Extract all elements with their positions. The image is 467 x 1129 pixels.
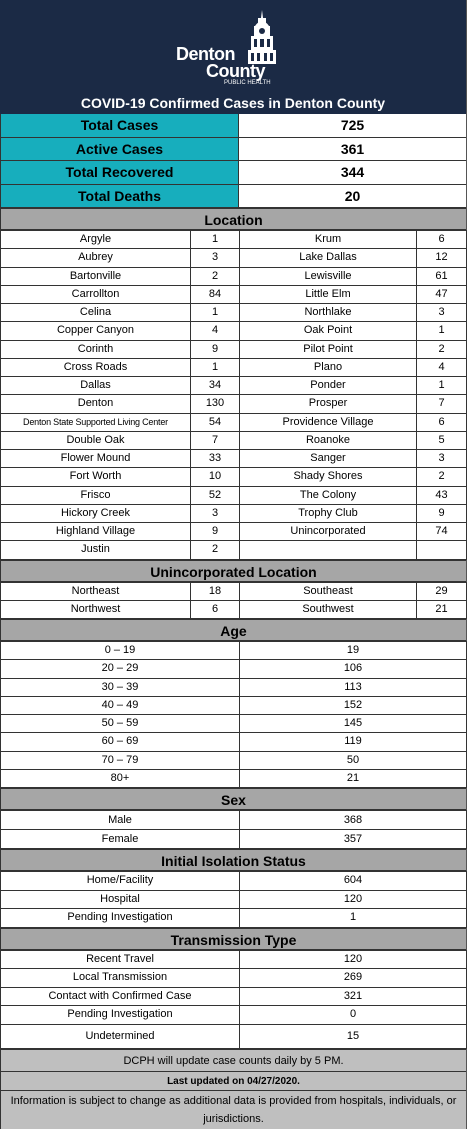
table-cell: Fort Worth xyxy=(1,468,191,486)
table-row xyxy=(1,660,467,678)
summary-label: Total Cases xyxy=(0,114,239,137)
table-cell: Providence Village xyxy=(240,413,417,431)
table-cell: Aubrey xyxy=(1,249,191,267)
table-row xyxy=(1,987,467,1006)
table-cell: Local Transmission xyxy=(1,969,240,988)
table-cell: 6 xyxy=(191,600,240,618)
table-row xyxy=(1,504,467,522)
isolation-heading: Initial Isolation Status xyxy=(0,849,466,871)
update-note: DCPH will update case counts daily by 5 PM. xyxy=(0,1049,466,1071)
summary-value: 344 xyxy=(239,161,466,184)
table-row xyxy=(1,450,467,468)
table-cell: 6 xyxy=(417,413,467,431)
table-cell: 120 xyxy=(240,950,467,969)
table-cell: 130 xyxy=(191,395,240,413)
table-cell: 18 xyxy=(191,582,240,600)
table-cell: Trophy Club xyxy=(240,504,417,522)
table-cell: Unincorporated xyxy=(240,523,417,541)
logo-line1: Denton xyxy=(176,44,235,64)
table-cell: 54 xyxy=(191,413,240,431)
table-cell: 21 xyxy=(417,600,467,618)
table-cell: Plano xyxy=(240,358,417,376)
table-row xyxy=(1,678,467,696)
table-cell: 70 – 79 xyxy=(1,751,240,769)
table-cell: Home/Facility xyxy=(1,872,240,891)
table-cell: 119 xyxy=(240,733,467,751)
table-cell: Corinth xyxy=(1,340,191,358)
table-cell: 10 xyxy=(191,468,240,486)
table-cell: 47 xyxy=(417,285,467,303)
table-cell: 357 xyxy=(240,830,467,849)
summary-row xyxy=(0,161,466,185)
table-cell: 5 xyxy=(417,431,467,449)
table-cell: 9 xyxy=(417,504,467,522)
unincorporated-table xyxy=(0,582,467,620)
table-row xyxy=(1,231,467,249)
table-cell: Southwest xyxy=(240,600,417,618)
table-row xyxy=(1,733,467,751)
table-row xyxy=(1,582,467,600)
table-cell: 1 xyxy=(417,377,467,395)
table-row xyxy=(1,377,467,395)
table-cell: Northeast xyxy=(1,582,191,600)
table-cell: 6 xyxy=(417,231,467,249)
transmission-heading: Transmission Type xyxy=(0,928,466,950)
table-cell: 1 xyxy=(417,322,467,340)
location-table xyxy=(0,230,467,560)
table-cell: 3 xyxy=(417,450,467,468)
report-header xyxy=(0,0,466,114)
table-cell: Hickory Creek xyxy=(1,504,191,522)
table-cell: Pending Investigation xyxy=(1,909,240,928)
table-cell xyxy=(417,541,467,559)
table-row xyxy=(1,267,467,285)
table-row xyxy=(1,358,467,376)
last-updated: Last updated on 04/27/2020. xyxy=(0,1071,466,1090)
table-cell: 34 xyxy=(191,377,240,395)
table-cell: Denton State Supported Living Center xyxy=(1,413,191,431)
table-row xyxy=(1,830,467,849)
table-cell: Contact with Confirmed Case xyxy=(1,987,240,1006)
table-row xyxy=(1,769,467,787)
table-cell: 4 xyxy=(191,322,240,340)
table-cell: 30 – 39 xyxy=(1,678,240,696)
table-cell: Northwest xyxy=(1,600,191,618)
table-row xyxy=(1,468,467,486)
location-heading: Location xyxy=(0,208,466,230)
table-cell: 1 xyxy=(240,909,467,928)
table-cell: Ponder xyxy=(240,377,417,395)
table-row xyxy=(1,541,467,559)
table-cell: 2 xyxy=(191,267,240,285)
report-title: COVID-19 Confirmed Cases in Denton County xyxy=(80,95,386,111)
table-cell: 43 xyxy=(417,486,467,504)
table-cell: Northlake xyxy=(240,304,417,322)
table-cell: 80+ xyxy=(1,769,240,787)
table-row xyxy=(1,340,467,358)
table-cell: Dallas xyxy=(1,377,191,395)
table-cell: Frisco xyxy=(1,486,191,504)
table-cell: 1 xyxy=(191,231,240,249)
table-cell: 50 xyxy=(240,751,467,769)
summary-label: Active Cases xyxy=(0,138,239,161)
table-cell: Bartonville xyxy=(1,267,191,285)
table-row xyxy=(1,715,467,733)
table-cell: 321 xyxy=(240,987,467,1006)
summary-label: Total Recovered xyxy=(0,161,239,184)
table-row xyxy=(1,523,467,541)
table-row xyxy=(1,890,467,909)
table-cell: Prosper xyxy=(240,395,417,413)
summary-row xyxy=(0,138,466,162)
table-cell: Male xyxy=(1,811,240,830)
table-row xyxy=(1,304,467,322)
table-cell: The Colony xyxy=(240,486,417,504)
table-row xyxy=(1,909,467,928)
table-row xyxy=(1,751,467,769)
table-cell: 9 xyxy=(191,523,240,541)
logo-line2: County xyxy=(206,61,265,81)
table-cell: 7 xyxy=(417,395,467,413)
table-cell: Pilot Point xyxy=(240,340,417,358)
table-cell: 152 xyxy=(240,696,467,714)
table-cell: 604 xyxy=(240,872,467,891)
table-row xyxy=(1,811,467,830)
denton-county-logo xyxy=(0,8,466,88)
table-cell: Copper Canyon xyxy=(1,322,191,340)
summary-value: 361 xyxy=(239,138,466,161)
table-cell: 19 xyxy=(240,642,467,660)
table-cell: 84 xyxy=(191,285,240,303)
table-cell: Justin xyxy=(1,541,191,559)
age-table xyxy=(0,641,467,788)
table-row xyxy=(1,642,467,660)
age-heading: Age xyxy=(0,619,466,641)
table-row xyxy=(1,600,467,618)
table-cell: Roanoke xyxy=(240,431,417,449)
summary-label: Total Deaths xyxy=(0,185,239,208)
sex-table xyxy=(0,810,467,849)
summary-value: 20 xyxy=(239,185,466,208)
table-cell: Pending Investigation xyxy=(1,1006,240,1025)
table-cell: 52 xyxy=(191,486,240,504)
table-cell: 12 xyxy=(417,249,467,267)
summary-block xyxy=(0,114,466,208)
table-cell: Krum xyxy=(240,231,417,249)
table-cell: Lake Dallas xyxy=(240,249,417,267)
table-cell: Argyle xyxy=(1,231,191,249)
table-cell: 3 xyxy=(417,304,467,322)
table-cell: 61 xyxy=(417,267,467,285)
summary-row xyxy=(0,114,466,138)
table-cell: Shady Shores xyxy=(240,468,417,486)
table-cell: 0 – 19 xyxy=(1,642,240,660)
table-cell: Lewisville xyxy=(240,267,417,285)
table-cell: 20 – 29 xyxy=(1,660,240,678)
table-cell: 40 – 49 xyxy=(1,696,240,714)
transmission-table xyxy=(0,950,467,1049)
logo-line3: PUBLIC HEALTH xyxy=(224,80,271,86)
table-cell: 113 xyxy=(240,678,467,696)
table-row xyxy=(1,395,467,413)
table-cell: 2 xyxy=(417,340,467,358)
table-cell: Flower Mound xyxy=(1,450,191,468)
table-row xyxy=(1,872,467,891)
table-cell xyxy=(240,541,417,559)
table-cell: 9 xyxy=(191,340,240,358)
table-cell: 3 xyxy=(191,249,240,267)
summary-value: 725 xyxy=(239,114,466,137)
table-cell: Highland Village xyxy=(1,523,191,541)
table-cell: 33 xyxy=(191,450,240,468)
isolation-table xyxy=(0,871,467,928)
table-cell: 15 xyxy=(240,1024,467,1048)
unincorporated-heading: Unincorporated Location xyxy=(0,560,466,582)
sex-heading: Sex xyxy=(0,788,466,810)
table-row xyxy=(1,486,467,504)
table-cell: 145 xyxy=(240,715,467,733)
table-cell: 60 – 69 xyxy=(1,733,240,751)
table-row xyxy=(1,249,467,267)
table-cell: Carrollton xyxy=(1,285,191,303)
summary-row xyxy=(0,185,466,209)
table-row xyxy=(1,285,467,303)
disclaimer: Information is subject to change as additional data is provided from hospitals, individuals, or jurisdictions. xyxy=(0,1090,466,1129)
table-cell: 50 – 59 xyxy=(1,715,240,733)
table-cell: Undetermined xyxy=(1,1024,240,1048)
table-cell: 2 xyxy=(417,468,467,486)
table-cell: 120 xyxy=(240,890,467,909)
table-row xyxy=(1,950,467,969)
table-cell: 269 xyxy=(240,969,467,988)
table-cell: 7 xyxy=(191,431,240,449)
table-cell: Oak Point xyxy=(240,322,417,340)
table-cell: 29 xyxy=(417,582,467,600)
table-row xyxy=(1,431,467,449)
table-cell: Hospital xyxy=(1,890,240,909)
table-cell: Southeast xyxy=(240,582,417,600)
table-cell: Sanger xyxy=(240,450,417,468)
table-cell: 0 xyxy=(240,1006,467,1025)
table-cell: 3 xyxy=(191,504,240,522)
table-row xyxy=(1,413,467,431)
table-row xyxy=(1,322,467,340)
table-cell: 1 xyxy=(191,304,240,322)
table-cell: Denton xyxy=(1,395,191,413)
table-cell: 4 xyxy=(417,358,467,376)
table-cell: Cross Roads xyxy=(1,358,191,376)
table-cell: Little Elm xyxy=(240,285,417,303)
table-cell: 368 xyxy=(240,811,467,830)
table-cell: 21 xyxy=(240,769,467,787)
table-cell: 1 xyxy=(191,358,240,376)
table-cell: Celina xyxy=(1,304,191,322)
table-row xyxy=(1,1006,467,1025)
table-row xyxy=(1,696,467,714)
table-cell: Double Oak xyxy=(1,431,191,449)
table-cell: 74 xyxy=(417,523,467,541)
table-row xyxy=(1,969,467,988)
table-cell: Recent Travel xyxy=(1,950,240,969)
table-cell: 2 xyxy=(191,541,240,559)
table-row xyxy=(1,1024,467,1048)
table-cell: Female xyxy=(1,830,240,849)
table-cell: 106 xyxy=(240,660,467,678)
